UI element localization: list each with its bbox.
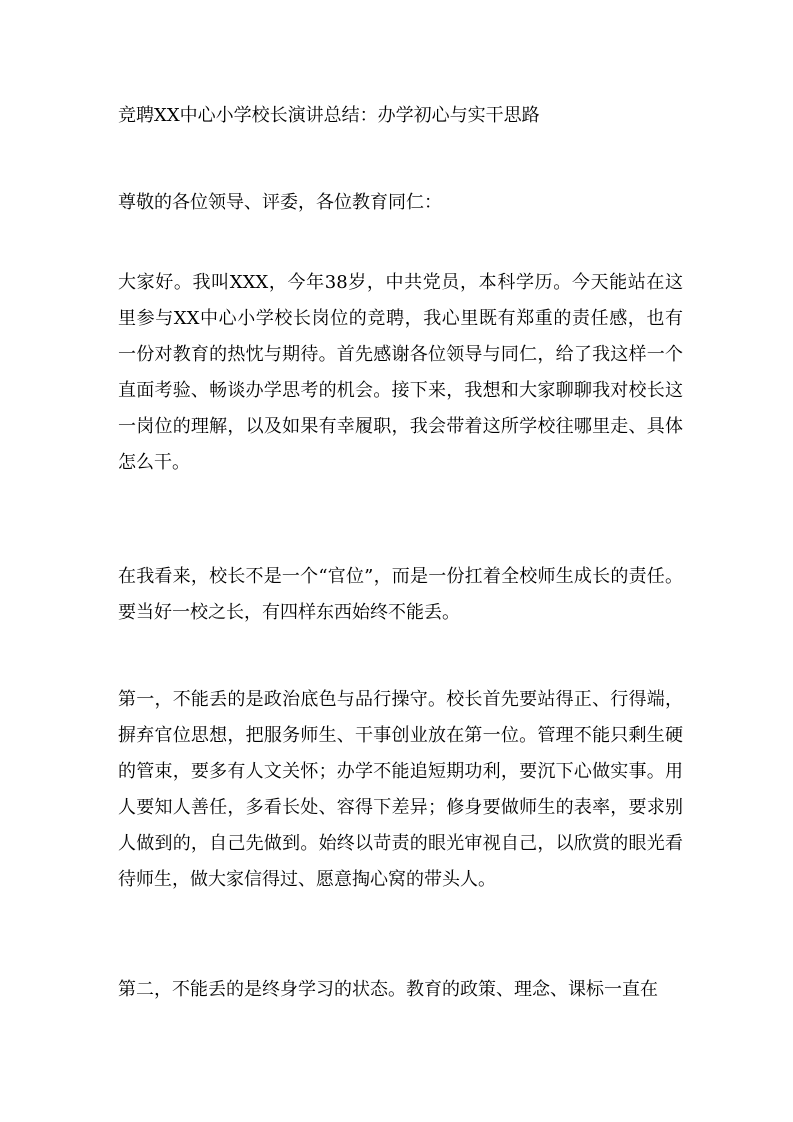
salutation: 尊敬的各位领导、评委，各位教育同仁： bbox=[118, 192, 442, 213]
paragraph-introduction: 大家好。我叫XXX，今年38岁，中共党员，本科学历。今天能站在这里参与XX中心小学校长岗位的竞聘，我心里既有郑重的责任感，也有一份对教育的热忱与期待。首先感谢各位领导与同仁，给了我这样一个直面考验、畅谈办学思考的机会。接下来，我想和大家聊聊我对校长这一岗位的理解，以及如果有幸履职，我会带着这所学校往哪里走、具体怎么干。 bbox=[118, 272, 683, 473]
paragraph-point-one: 第一，不能丢的是政治底色与品行操守。校长首先要站得正、行得端，摒弃官位思想，把服务师生、干事创业放在第一位。管理不能只剩生硬的管束，要多有人文关怀；办学不能追短期功利，要沉下心做实事。用人要知人善任，多看长处、容得下差异；修身要做师生的表率，要求别人做到的，自己先做到。始终以苛责的眼光审视自己，以欣赏的眼光看待师生，做大家信得过、愿意掏心窝的带头人。 bbox=[118, 689, 683, 890]
paragraph-point-two: 第二，不能丢的是终身学习的状态。教育的政策、理念、课标一直在 bbox=[118, 979, 658, 1000]
document-title: 竞聘XX中心小学校长演讲总结：办学初心与实干思路 bbox=[118, 105, 540, 126]
paragraph-role-view: 在我看来，校长不是一个“官位”，而是一份扛着全校师生成长的责任。要当好一校之长，有四样东西始终不能丢。 bbox=[118, 566, 683, 623]
